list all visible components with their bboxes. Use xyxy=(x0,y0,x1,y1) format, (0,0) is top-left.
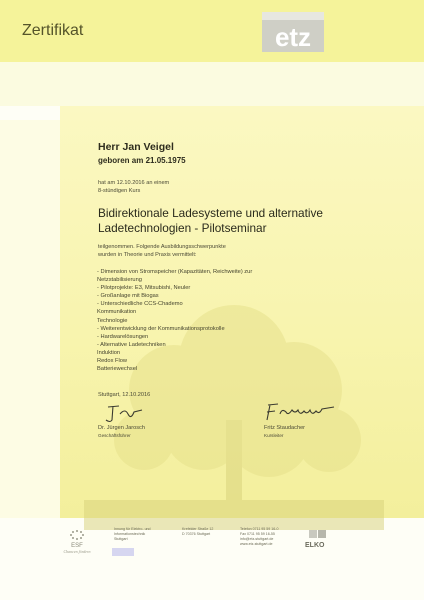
participant-name: Herr Jan Veigel xyxy=(98,141,174,153)
esf-sub: Chancen fördern xyxy=(63,549,91,554)
footer-institute-line: Innung für Elektro- und xyxy=(114,527,151,531)
esf-logo xyxy=(62,529,96,555)
attendance-line-2: 8-stündigen Kurs xyxy=(98,188,141,195)
course-title-line-2: Ladetechnologien - Pilotseminar xyxy=(98,221,267,235)
footer-institute-line: Stuttgart xyxy=(114,537,128,541)
esf-label: ESF xyxy=(71,543,83,549)
footer-contact-line: www.etz-stuttgart.de xyxy=(240,542,273,546)
place-date: Stuttgart, 12.10.2016 xyxy=(98,392,151,398)
signature-right-block xyxy=(264,424,305,440)
intro-line-2: wurden in Theorie und Praxis vermittelt: xyxy=(98,252,197,259)
left-margin-band xyxy=(0,120,60,518)
topics-list xyxy=(97,268,252,373)
list-item: Batteriewechsel xyxy=(97,366,138,373)
signature-left xyxy=(104,402,148,424)
footer-contact xyxy=(240,527,279,547)
list-item: Kommunikation xyxy=(97,309,137,316)
footer-contact-line: info@etz-stuttgart.de xyxy=(240,537,274,541)
list-item: - Alternative Ladetechniken xyxy=(97,341,166,348)
list-item: - Unterschiedliche CCS-Chademo xyxy=(97,301,183,308)
signature-right xyxy=(262,400,342,424)
footer-institute xyxy=(114,527,151,542)
signature-left-block xyxy=(98,424,145,440)
course-title-line-1: Bidirektionale Ladesysteme und alternative xyxy=(98,206,323,220)
list-item: Redox Flow xyxy=(97,358,128,365)
intro-line-1: teilgenommen. Folgende Ausbildungsschwerpunkte xyxy=(98,244,226,250)
footer-contact-line: Telefon 0711 95 59 16-0 xyxy=(240,527,279,531)
signer-left-role: Geschäftsführer xyxy=(98,433,131,439)
logo-text: etz xyxy=(274,22,312,52)
list-item: Technologie xyxy=(97,317,128,324)
attendance-line-1: hat am 12.10.2016 an einem xyxy=(98,180,170,186)
course-title xyxy=(98,206,323,236)
footer-institute-line: Informationstechnik xyxy=(114,532,146,536)
eu-flag-icon xyxy=(112,548,134,556)
page-title: Zertifikat xyxy=(22,22,84,39)
footer-address-line: D 70376 Stuttgart xyxy=(182,532,211,536)
intro-text xyxy=(98,243,226,259)
participant-birth: geboren am 21.05.1975 xyxy=(98,156,186,165)
list-item: - Dimension von Stromspeicher (Kapazitäten, Reichweite) zur xyxy=(97,269,253,275)
footer-address-line: Krefelder Straße 12 xyxy=(182,527,214,531)
footer-address xyxy=(182,527,213,537)
list-item: Induktion xyxy=(97,349,121,356)
signer-left-name: Dr. Jürgen Jarosch xyxy=(98,425,145,431)
signer-right-role: Kursleiter xyxy=(264,433,284,439)
list-item: - Hardwarelösungen xyxy=(97,333,149,340)
list-item: - Großanlage mit Biogas xyxy=(97,293,159,300)
attendance-text xyxy=(98,179,169,195)
list-item: - Weiterentwicklung der Kommunikationsprotokolle xyxy=(97,325,225,332)
list-item: - Pilotprojekte: E3, Mitsubishi, Neuler xyxy=(97,285,191,292)
signer-right-name: Fritz Staudacher xyxy=(264,425,306,431)
etz-logo xyxy=(262,12,324,52)
header-strip xyxy=(0,62,424,106)
elko-label: ELKO xyxy=(305,542,325,549)
footer-contact-line: Fax 0711 95 59 16-55 xyxy=(240,532,275,536)
elko-logo xyxy=(303,528,337,550)
list-item: Netzstabilisierung xyxy=(97,277,142,284)
